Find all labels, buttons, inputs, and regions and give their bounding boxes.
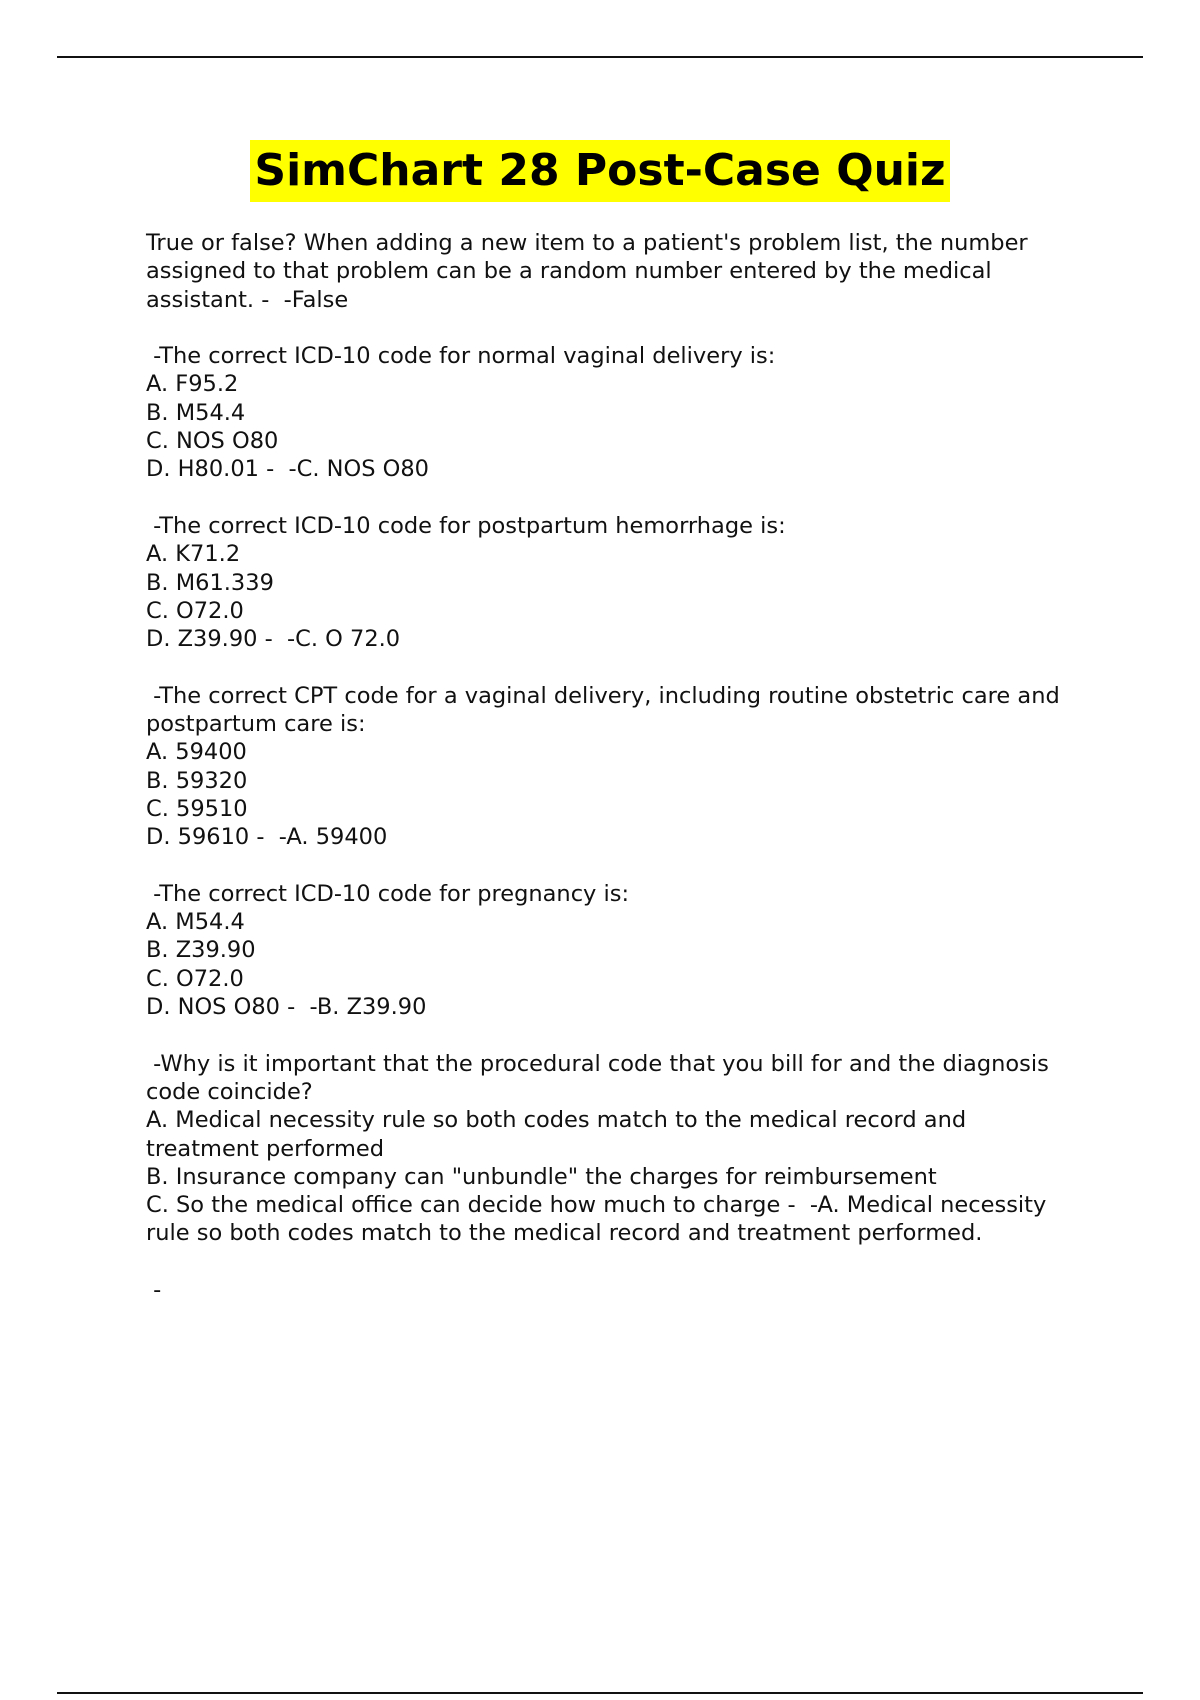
answer-option: A. Medical necessity rule so both codes match to the medical record and treatment performed: [146, 1107, 974, 1162]
question-block: [146, 512, 1086, 653]
answer-option: A. M54.4: [146, 909, 245, 936]
top-rule: [57, 56, 1143, 58]
question-block: [146, 342, 1086, 483]
question-block: [146, 229, 1086, 314]
question-block: [146, 1050, 1086, 1248]
question-block: [146, 880, 1086, 1021]
answer-option: B. M54.4: [146, 399, 246, 426]
quiz-content: [146, 229, 1086, 1333]
trailing-block: [146, 1276, 1086, 1304]
answer-option: A. 59400: [146, 739, 247, 766]
answer-option: C. O72.0: [146, 965, 244, 992]
answer-option: B. Z39.90: [146, 937, 256, 964]
answer-option: B. 59320: [146, 767, 248, 794]
answer-option: C. 59510: [146, 795, 248, 822]
bottom-rule: [57, 1692, 1143, 1694]
title-wrap: [0, 140, 1200, 202]
answer-option: D. H80.01 - -C. NOS O80: [146, 456, 429, 483]
answer-option: C. So the medical office can decide how much to charge - -A. Medical necessity rule so both codes match to the medical record and treatment performed.: [146, 1192, 1054, 1247]
question-block: [146, 682, 1086, 852]
answer-option: B. Insurance company can "unbundle" the charges for reimbursement: [146, 1163, 937, 1190]
document-title: SimChart 28 Post-Case Quiz: [250, 140, 949, 202]
question-text: -The correct ICD-10 code for pregnancy is:: [146, 880, 630, 907]
answer-option: D. Z39.90 - -C. O 72.0: [146, 626, 401, 653]
answer-option: D. NOS O80 - -B. Z39.90: [146, 994, 427, 1021]
question-text: -The correct ICD-10 code for postpartum hemorrhage is:: [146, 512, 786, 539]
answer-option: D. 59610 - -A. 59400: [146, 824, 388, 851]
question-text: True or false? When adding a new item to a patient's problem list, the number assigned to that problem can be a random number entered by the medical assistant. - -False: [146, 230, 1035, 313]
answer-option: A. K71.2: [146, 541, 241, 568]
answer-option: B. M61.339: [146, 569, 274, 596]
question-text: -Why is it important that the procedural code that you bill for and the diagnosis code coincide?: [146, 1050, 1056, 1105]
answer-option: A. F95.2: [146, 371, 239, 398]
answer-option: C. O72.0: [146, 597, 244, 624]
answer-option: C. NOS O80: [146, 428, 279, 455]
trailing-dash: -: [146, 1276, 162, 1303]
question-text: -The correct ICD-10 code for normal vaginal delivery is:: [146, 343, 776, 370]
question-text: -The correct CPT code for a vaginal delivery, including routine obstetric care and postpartum care is:: [146, 682, 1067, 738]
